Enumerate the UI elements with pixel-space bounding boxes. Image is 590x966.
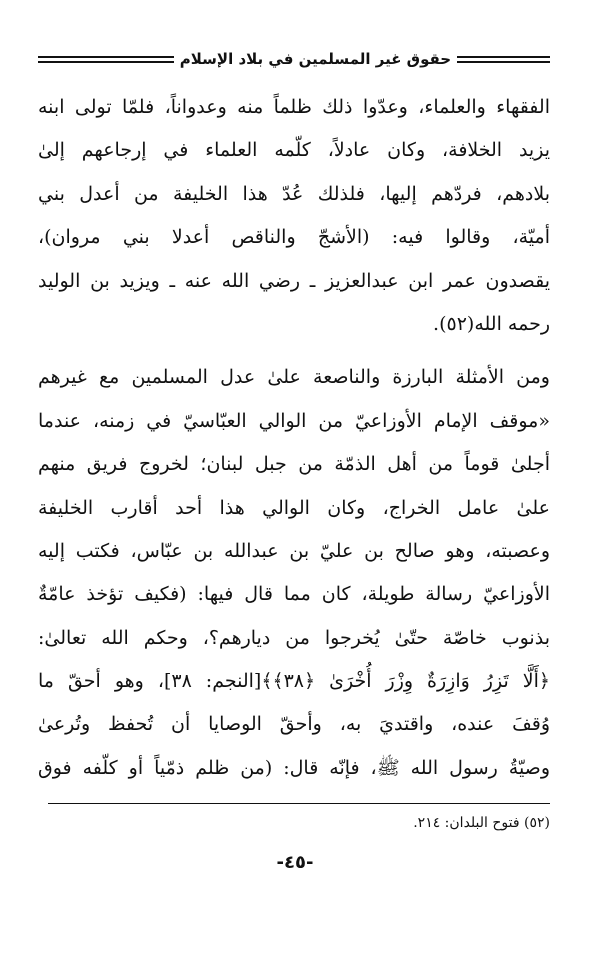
footnote: (٥٢) فتوح البلدان: ٢١٤. xyxy=(413,815,550,831)
text-line: وصيّةُ رسول الله ﷺ، فإنّه قال: (من ظلم ذمّياً أو كلّفه فوق xyxy=(38,756,550,779)
text-line: «موقف الإمام الأوزاعيّ من الوالي العبّاسيّ في زمنه، عندما xyxy=(38,409,550,432)
header-rule-left xyxy=(38,56,174,63)
page-header xyxy=(38,50,550,68)
text-line: يقصدون عمر ابن عبدالعزيز ـ رضي الله عنه ـ ويزيد بن الوليد xyxy=(38,269,550,292)
text-line: بلادهم، فردّهم إليها، فلذلك عُدّ هذا الخليفة من أعدل بني xyxy=(38,182,550,205)
paragraph-2 xyxy=(38,356,550,790)
body-text xyxy=(38,86,550,790)
text-line: يزيد الخلافة، وكان عادلاً، كلّمه العلماء في إرجاعهم إلىٰ xyxy=(38,139,550,162)
text-line: بذنوب خاصّة حتّىٰ يُخرجوا من ديارهم؟، وحكم الله تعالىٰ: xyxy=(38,626,550,649)
text-line: الفقهاء والعلماء، وعدّوا ذلك ظلماً منه وعدواناً، فلمّا تولى ابنه xyxy=(38,96,550,118)
text-line: ومن الأمثلة البارزة والناصعة علىٰ عدل المسلمين مع غيرهم xyxy=(38,366,550,389)
footnote-divider xyxy=(48,803,550,804)
text-line: وعصبته، وهو صالح بن عليّ بن عبدالله بن عبّاس، فكتب إليه xyxy=(38,539,550,562)
text-line: الأوزاعيّ رسالة طويلة، كان مما قال فيها: (فكيف تؤخذ عامّةٌ xyxy=(38,583,550,606)
quran-verse-line: ﴿أَلَّا تَزِرُ وَازِرَةٌ وِزْرَ أُخْرَىٰ ﴿٣٨﴾﴾[النجم: ٣٨]، وهو أحقّ ما xyxy=(38,670,550,693)
text-line: أجلىٰ قوماً من أهل الذمّة من جبل لبنان؛ لخروج فريق منهم xyxy=(38,453,550,476)
text-line: أميّة، وقالوا فيه: (الأشجّ والناقص أعدلا بني مروان)، xyxy=(38,226,550,249)
header-rule-right xyxy=(457,56,550,63)
running-title: حقوق غير المسلمين في بلاد الإسلام xyxy=(179,50,452,68)
page-number: -٤٥- xyxy=(276,852,314,873)
paragraph-1 xyxy=(38,86,550,346)
text-line: علىٰ عامل الخراج، وكان الوالي هذا أحد أقارب الخليفة xyxy=(38,496,550,519)
text-line: وُقفَ عنده، واقتديَ به، وأحقّ الوصايا أن تُحفظ وتُرعىٰ xyxy=(38,713,550,736)
text-line: رحمه الله(٥٢). xyxy=(433,312,550,335)
